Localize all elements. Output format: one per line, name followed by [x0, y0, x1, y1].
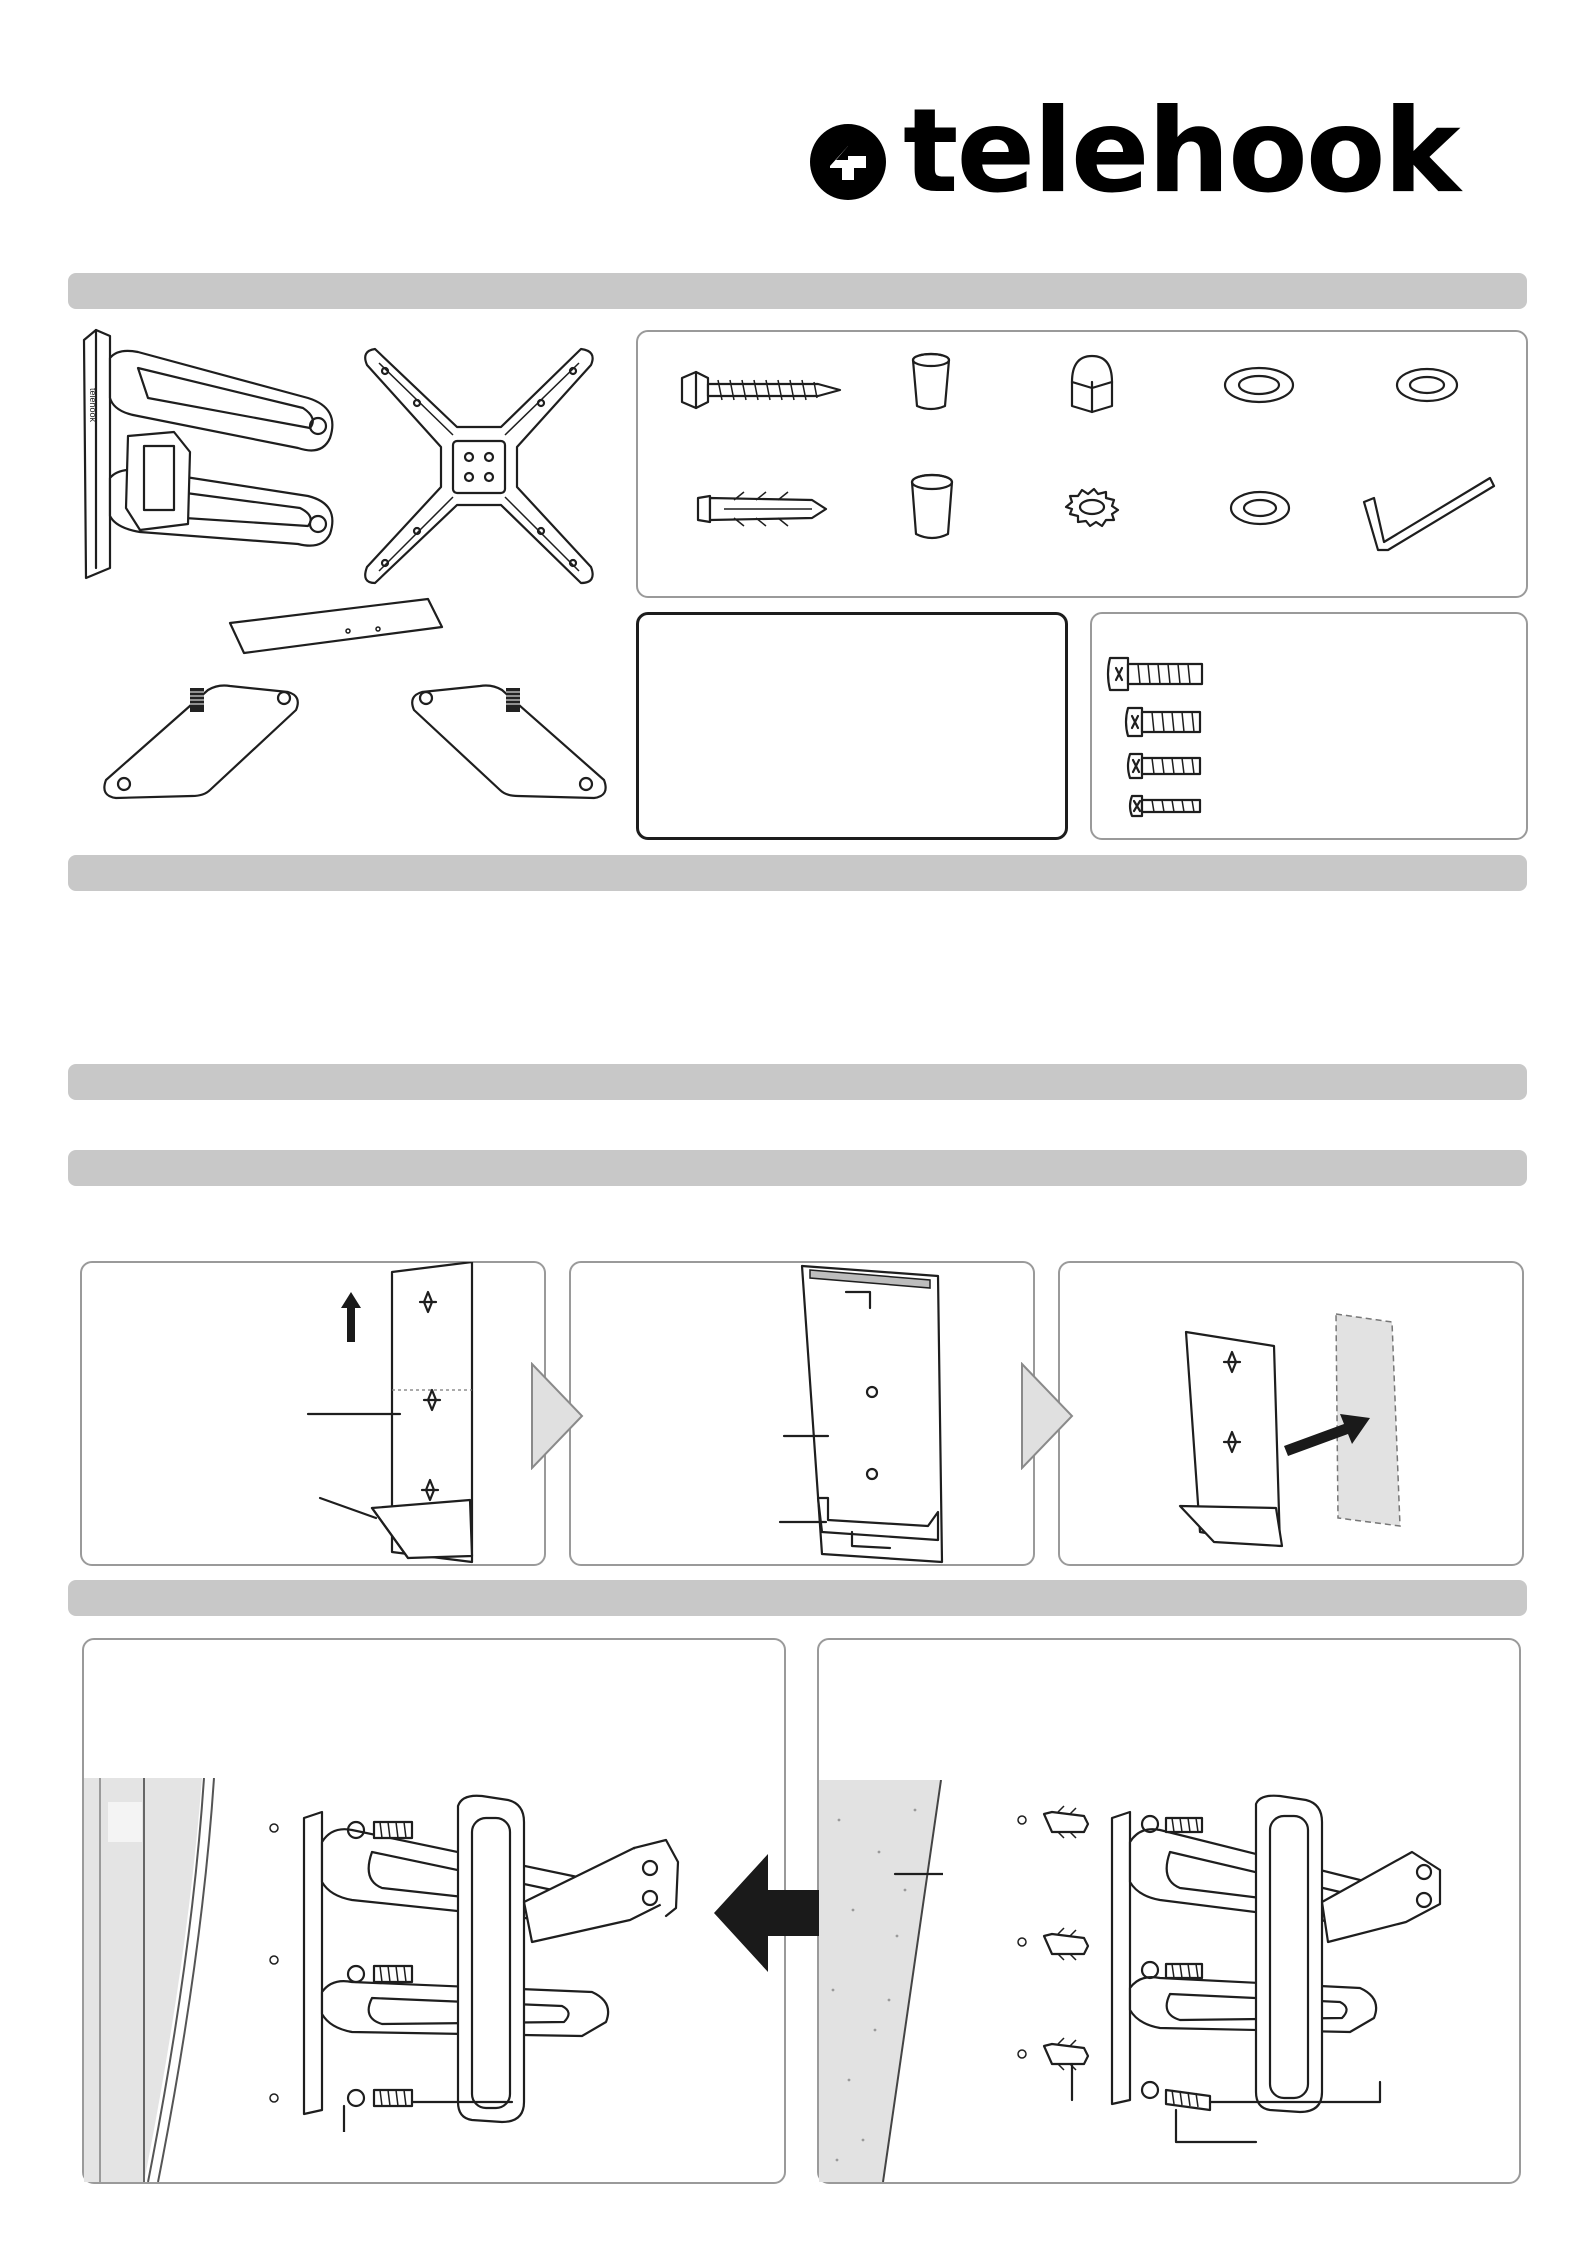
- concrete-install: [1010, 1792, 1450, 2172]
- wood-stud-wall: [84, 1778, 224, 2182]
- wall-template-sheet: [228, 595, 446, 657]
- concrete-wall: [819, 1780, 943, 2182]
- section-bar-template: [68, 1150, 1527, 1186]
- chevron-right-icon: [530, 1362, 586, 1470]
- chevron-right-icon: [1020, 1362, 1076, 1470]
- washer-small: [1394, 364, 1460, 406]
- section-bar-warning: [68, 1064, 1527, 1100]
- cap-nut: [1064, 352, 1120, 416]
- lock-washer: [1062, 484, 1122, 530]
- adapter-plates: [100, 676, 610, 806]
- allen-key: [1360, 470, 1498, 552]
- arrow-up-icon: [340, 1290, 362, 1344]
- section-bar-tools: [68, 855, 1527, 891]
- vesa-plate: [357, 345, 601, 590]
- lag-bolt: [678, 366, 844, 414]
- telehook-logo-icon: [808, 122, 888, 202]
- arrow-right-icon: [1282, 1404, 1372, 1464]
- brand-name: telehook: [903, 84, 1459, 219]
- telehook-logo: [808, 84, 1528, 219]
- washer-medium: [1228, 486, 1292, 530]
- template-step-2: [770, 1262, 976, 1566]
- spacer-tall: [900, 470, 964, 544]
- washer-large: [1222, 364, 1296, 406]
- notice-box: [636, 612, 1068, 840]
- wall-plug: [694, 484, 830, 534]
- svg-text:telehook: telehook: [88, 388, 98, 423]
- wood-stud-install: [262, 1792, 682, 2132]
- section-bar-installation: [68, 1580, 1527, 1616]
- template-step-1: [300, 1262, 500, 1566]
- wall-arm-bracket: [78, 328, 348, 583]
- spacer-short: [902, 350, 960, 416]
- section-bar-parts: [68, 273, 1527, 309]
- tv-screws: [1104, 650, 1208, 832]
